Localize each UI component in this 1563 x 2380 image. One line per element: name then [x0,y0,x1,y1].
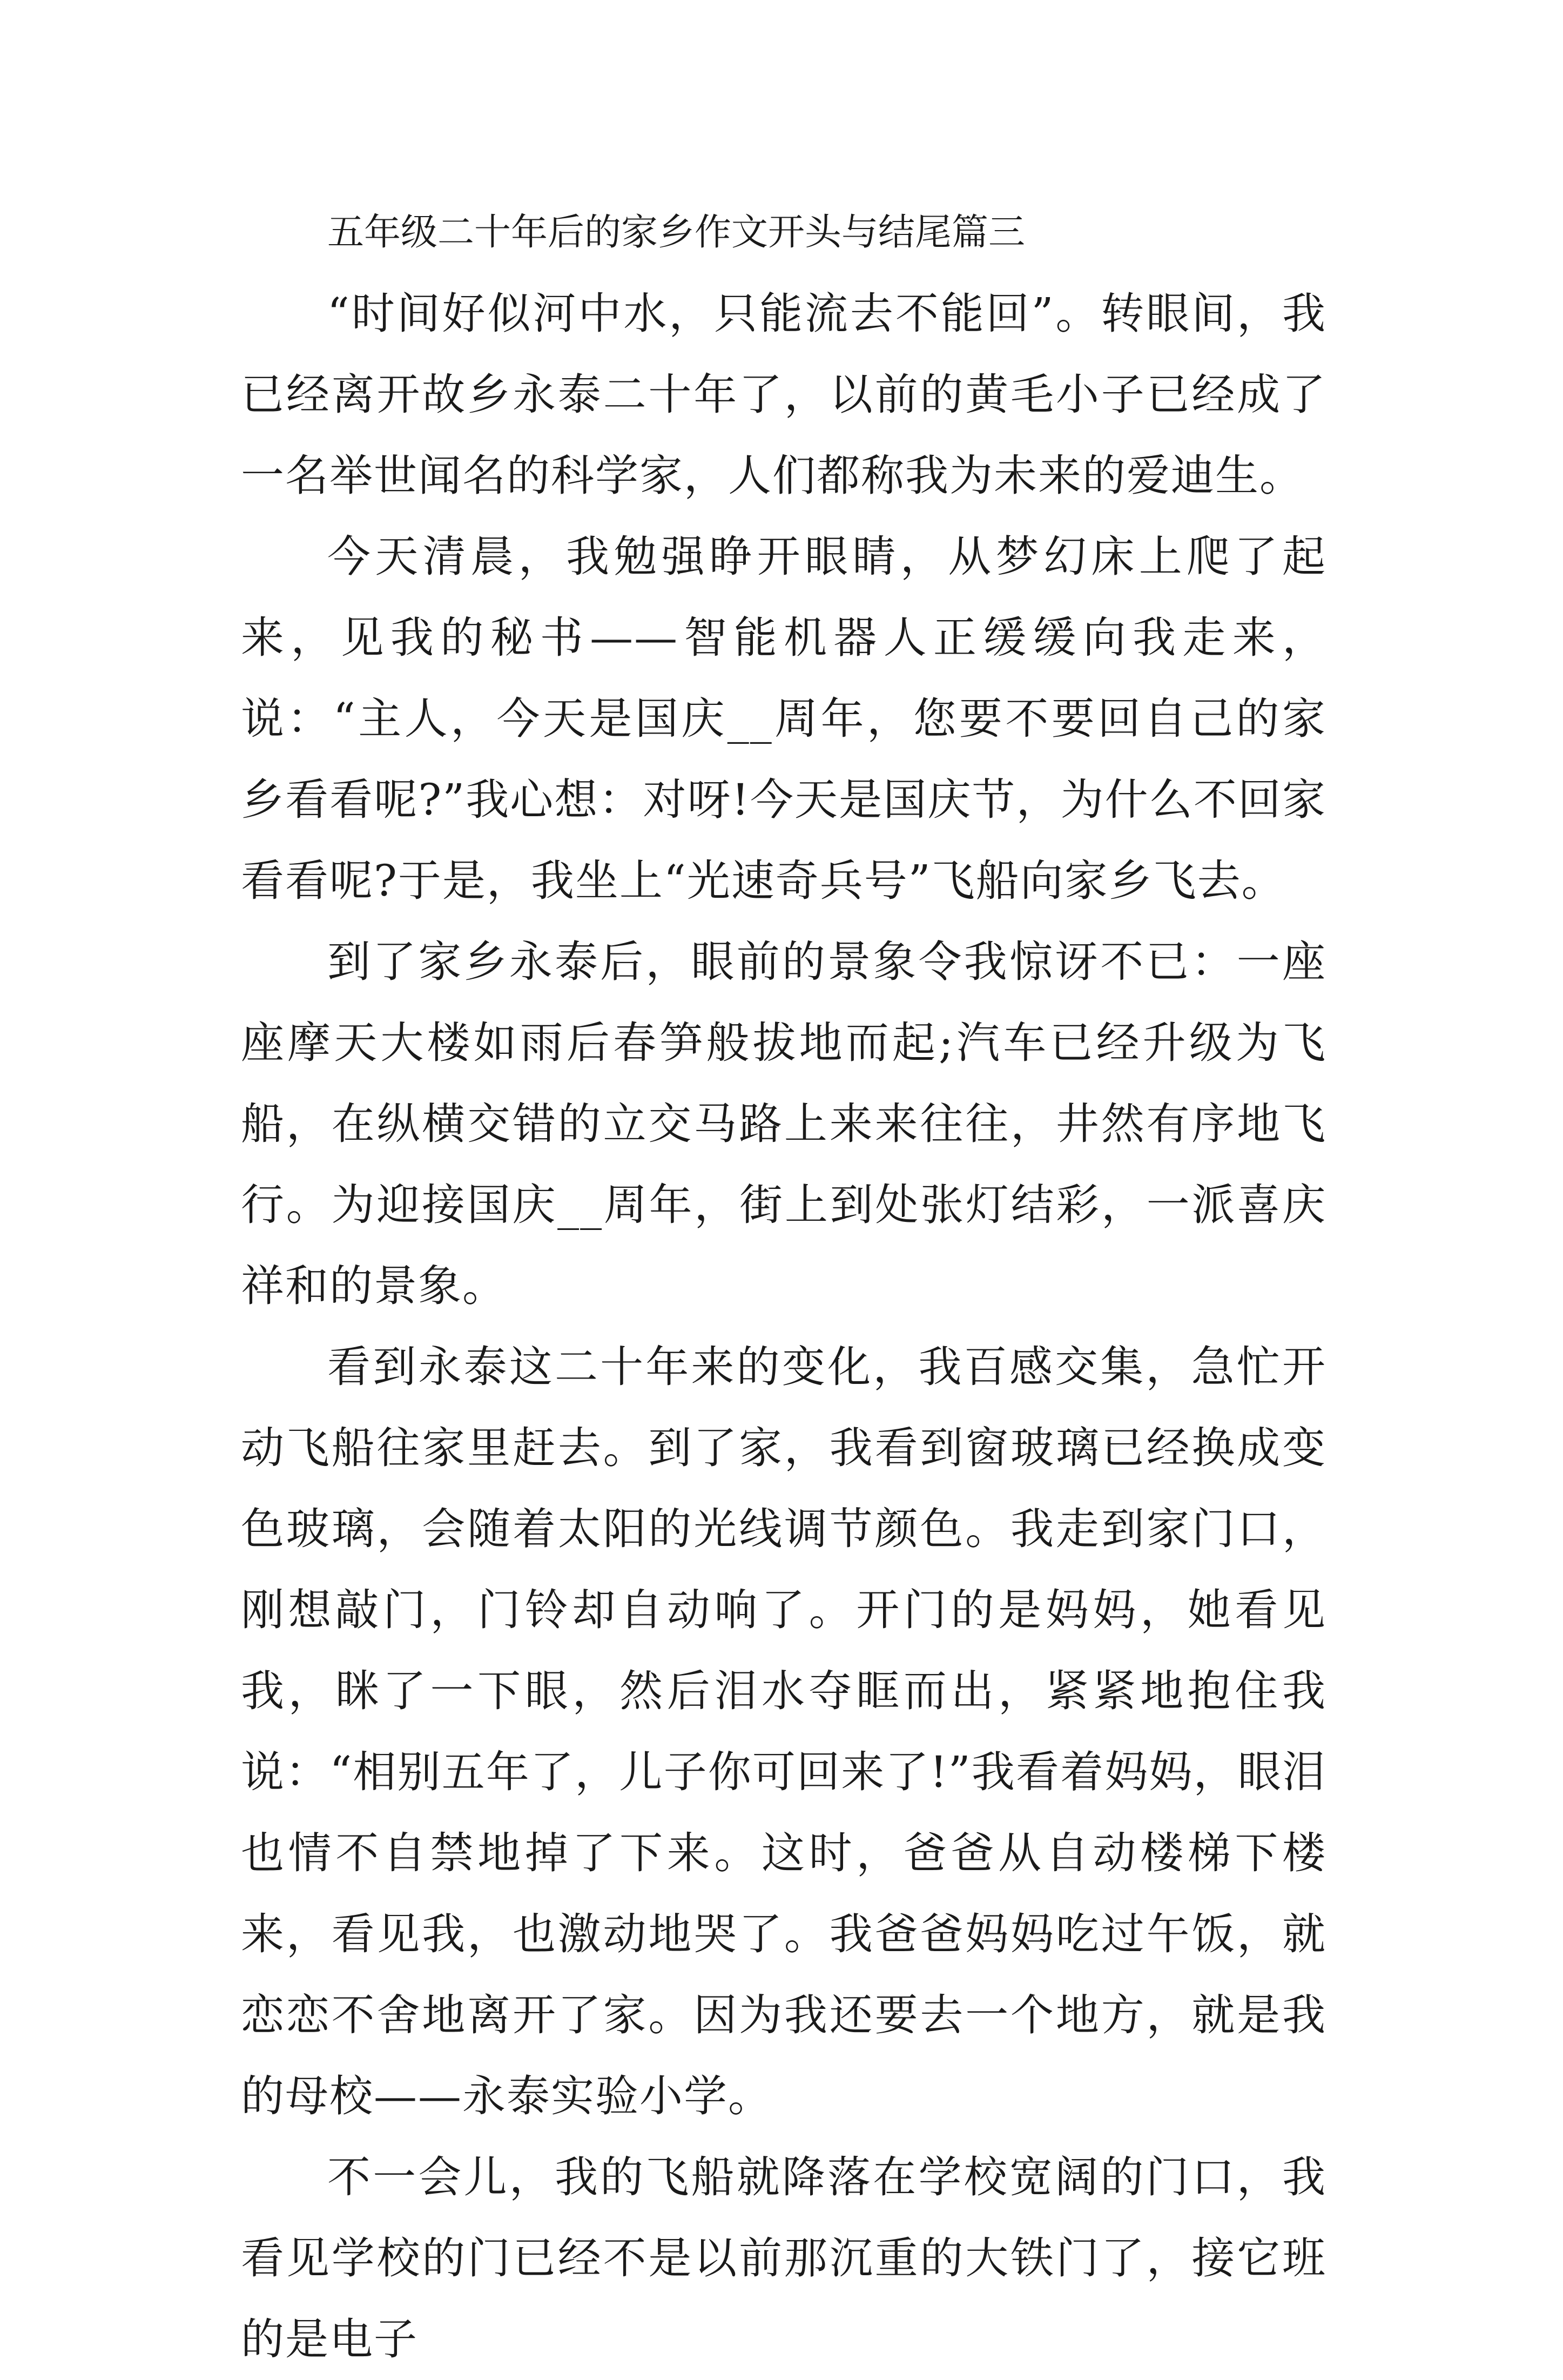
paragraph-2: 今天清晨，我勉强睁开眼睛，从梦幻床上爬了起来，见我的秘书——智能机器人正缓缓向我走来，说：“主人，今天是国庆__周年，您要不要回自己的家乡看看呢?”我心想：对呀!今天是国庆节，为什么不回家看看呢?于是，我坐上“光速奇兵号”飞船向家乡飞去。 [241,532,1326,906]
document-body [241,192,1326,2380]
paragraph-4: 看到永泰这二十年来的变化，我百感交集，急忙开动飞船往家里赶去。到了家，我看到窗玻璃已经换成变色玻璃，会随着太阳的光线调节颜色。我走到家门口，刚想敲门，门铃却自动响了。开门的是妈妈，她看见我，眯了一下眼，然后泪水夺眶而出，紧紧地抱住我说：“相别五年了，儿子你可回来了!”我看着妈妈，眼泪也情不自禁地掉了下来。这时，爸爸从自动楼梯下楼来，看见我，也激动地哭了。我爸爸妈妈吃过午饭，就恋恋不舍地离开了家。因为我还要去一个地方，就是我的母校——永泰实验小学。 [241,1342,1326,2121]
paragraph-1: “时间好似河中水，只能流去不能回”。转眼间，我已经离开故乡永泰二十年了，以前的黄毛小子已经成了一名举世闻名的科学家，人们都称我为未来的爱迪生。 [241,288,1326,501]
paragraph-3: 到了家乡永泰后，眼前的景象令我惊讶不已：一座座摩天大楼如雨后春笋般拔地而起;汽车已经升级为飞船，在纵横交错的立交马路上来来往往，井然有序地飞行。为迎接国庆__周年，街上到处张灯结彩，一派喜庆祥和的景象。 [241,937,1326,1311]
paragraph-5: 不一会儿，我的飞船就降落在学校宽阔的门口，我看见学校的门已经不是以前那沉重的大铁门了，接它班的是电子 [241,2152,1326,2364]
document-title: 五年级二十年后的家乡作文开头与结尾篇三 [327,211,1026,254]
